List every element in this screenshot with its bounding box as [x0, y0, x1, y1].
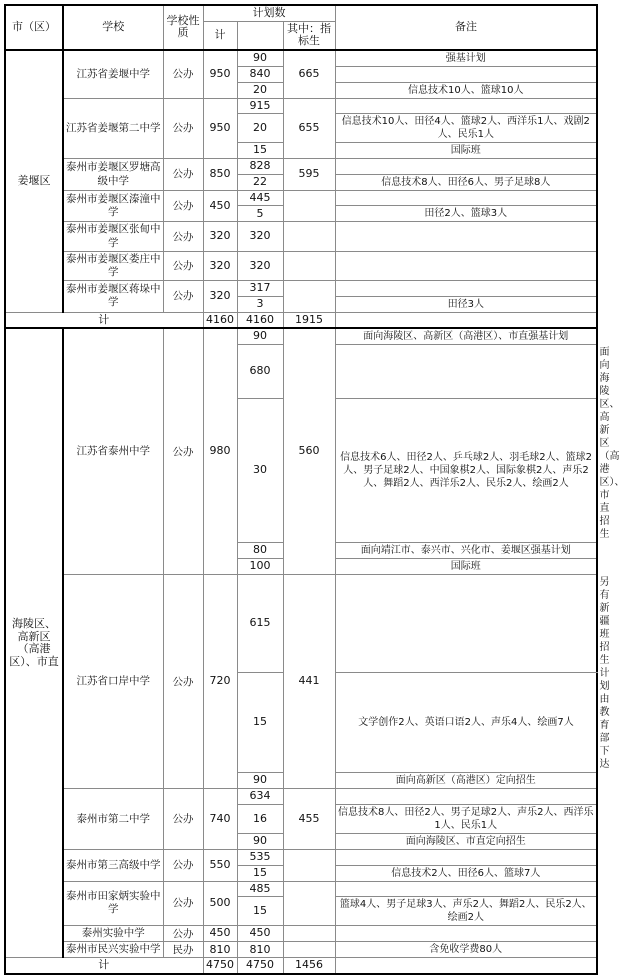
remark-text: [335, 251, 597, 280]
plan-sub-count: 80: [237, 543, 283, 559]
plan-sub-count: 450: [237, 926, 283, 942]
table-row: 680 面向海陵区、高新区（高港区）、市直招生: [5, 345, 597, 399]
plan-sub-count: 485: [237, 881, 283, 897]
quota-student-count: [283, 849, 335, 881]
school-nature: 民办: [163, 942, 203, 958]
region-label-0: 姜堰区: [5, 50, 63, 312]
remark-text: [335, 926, 597, 942]
plan-total: 720: [203, 575, 237, 789]
column-header-remark: 备注: [335, 5, 597, 50]
table-row: [5, 328, 597, 345]
remark-text: [335, 789, 597, 805]
plan-sub-count: 320: [237, 222, 283, 251]
plan-total: 500: [203, 881, 237, 926]
column-header-plan-sub: [237, 21, 283, 50]
plan-total: 950: [203, 98, 237, 159]
plan-total: 320: [203, 222, 237, 251]
plan-sub-count: 15: [237, 897, 283, 926]
subtotal-quota: 1915: [283, 312, 335, 328]
remark-text: 面向高新区（高港区）定向招生: [335, 773, 597, 789]
plan-sub-count: 15: [237, 673, 283, 773]
school-nature: 公办: [163, 881, 203, 926]
school-nature: 公办: [163, 575, 203, 789]
remark-text: [335, 222, 597, 251]
remark-text: 国际班: [335, 559, 597, 575]
remark-text: 信息技术8人、田径6人、男子足球8人: [335, 174, 597, 190]
remark-text: 信息技术10人、田径4人、篮球2人、西洋乐1人、戏剧2人、民乐1人: [335, 114, 597, 143]
school-name: 泰州市第二中学: [63, 789, 163, 850]
school-name: 泰州实验中学: [63, 926, 163, 942]
remark-text: [335, 881, 597, 897]
plan-sub-count: 15: [237, 865, 283, 881]
school-name: 泰州市姜堰区罗塘高级中学: [63, 159, 163, 191]
quota-student-count: [283, 881, 335, 926]
remark-text: [335, 190, 597, 206]
plan-sub-count: 16: [237, 804, 283, 833]
quota-student-count: [283, 222, 335, 251]
school-name: 泰州市第三高级中学: [63, 849, 163, 881]
plan-sub-count: 680: [237, 345, 283, 399]
quota-student-count: [283, 926, 335, 942]
table-row: [5, 98, 597, 114]
plan-total: 850: [203, 159, 237, 191]
school-name: 江苏省泰州中学: [63, 328, 163, 575]
plan-total: 550: [203, 849, 237, 881]
plan-sub-count: 3: [237, 296, 283, 312]
school-nature: 公办: [163, 789, 203, 850]
column-header-school: 学校: [63, 5, 163, 50]
remark-text: 面向海陵区、市直定向招生: [335, 833, 597, 849]
remark-text: 文学创作2人、英语口语2人、声乐4人、绘画7人: [335, 673, 597, 773]
plan-total: 980: [203, 328, 237, 575]
remark-text: 国际班: [335, 143, 597, 159]
table-row: [5, 190, 597, 206]
plan-total: 320: [203, 251, 237, 280]
plan-total: 740: [203, 789, 237, 850]
subtotal-label: 计: [5, 312, 203, 328]
table-row: [5, 849, 597, 865]
plan-sub-count: 90: [237, 50, 283, 67]
plan-sub-count: 840: [237, 66, 283, 82]
plan-sub-count: 100: [237, 559, 283, 575]
plan-sub-count: 828: [237, 159, 283, 175]
subtotal-remark: [335, 958, 597, 974]
plan-total: 810: [203, 942, 237, 958]
subtotal-sub: 4160: [237, 312, 283, 328]
school-name: 泰州市民兴实验中学: [63, 942, 163, 958]
enrollment-plan-table: [4, 4, 625, 975]
plan-total: 320: [203, 280, 237, 312]
subtotal-sub: 4750: [237, 958, 283, 974]
remark-text: [335, 280, 597, 296]
column-header-quota-student: 其中：指标生: [283, 21, 335, 50]
table-row: 江苏省口岸中学 公办 720 615 441 另有新疆班招生计划由教育部下达: [5, 575, 597, 673]
plan-sub-count: 445: [237, 190, 283, 206]
subtotal-row: [5, 958, 597, 974]
remark-text: [335, 159, 597, 175]
school-name: 泰州市姜堰区蒋垛中学: [63, 280, 163, 312]
table-row: [5, 926, 597, 942]
school-nature: 公办: [163, 251, 203, 280]
remark-text: 信息技术10人、篮球10人: [335, 82, 597, 98]
remark-text: [335, 575, 597, 673]
remark-text: [335, 849, 597, 865]
plan-sub-count: 535: [237, 849, 283, 865]
plan-total: 450: [203, 926, 237, 942]
column-header-school-nature: 学校性质: [163, 5, 203, 50]
table-row: [5, 942, 597, 958]
subtotal-total: 4750: [203, 958, 237, 974]
remark-text: [335, 345, 597, 399]
plan-sub-count: 320: [237, 251, 283, 280]
table-row: [5, 50, 597, 67]
plan-sub-count: 810: [237, 942, 283, 958]
quota-student-count: 655: [283, 98, 335, 159]
remark-text: 面向海陵区、高新区（高港区）、市直强基计划: [335, 328, 597, 345]
plan-sub-count: 634: [237, 789, 283, 805]
school-nature: 公办: [163, 328, 203, 575]
plan-sub-count: 90: [237, 773, 283, 789]
quota-student-count: 455: [283, 789, 335, 850]
quota-student-count: 441: [283, 575, 335, 789]
plan-sub-count: 615: [237, 575, 283, 673]
school-name: 泰州市姜堰区溱潼中学: [63, 190, 163, 222]
school-name: 泰州市姜堰区娄庄中学: [63, 251, 163, 280]
quota-student-count: 595: [283, 159, 335, 191]
remark-text: 信息技术8人、田径2人、男子足球2人、声乐2人、西洋乐1人、民乐1人: [335, 804, 597, 833]
table-row: [5, 280, 597, 296]
school-name: 江苏省姜堰中学: [63, 50, 163, 98]
school-name: 泰州市姜堰区张甸中学: [63, 222, 163, 251]
remark-text: 篮球4人、男子足球3人、声乐2人、舞蹈2人、民乐2人、绘画2人: [335, 897, 597, 926]
subtotal-total: 4160: [203, 312, 237, 328]
quota-student-count: [283, 190, 335, 222]
table-row: [5, 159, 597, 175]
plan-sub-count: 90: [237, 833, 283, 849]
subtotal-quota: 1456: [283, 958, 335, 974]
table-row: [5, 222, 597, 251]
table-row: [5, 881, 597, 897]
remark-text: [335, 66, 597, 82]
school-nature: 公办: [163, 190, 203, 222]
table-row: [5, 251, 597, 280]
quota-student-count: 560: [283, 328, 335, 575]
quota-student-count: [283, 251, 335, 280]
remark-text: 信息技术6人、田径2人、乒乓球2人、羽毛球2人、篮球2人、男子足球2人、中国象棋2人、国际象棋2人、声乐2人、舞蹈2人、西洋乐2人、民乐2人、绘画2人: [335, 398, 597, 542]
plan-sub-count: 90: [237, 328, 283, 345]
plan-sub-count: 20: [237, 82, 283, 98]
remark-text: 信息技术2人、田径6人、篮球7人: [335, 865, 597, 881]
school-nature: 公办: [163, 98, 203, 159]
plan-sub-count: 317: [237, 280, 283, 296]
quota-student-count: [283, 942, 335, 958]
remark-text: 田径3人: [335, 296, 597, 312]
school-nature: 公办: [163, 159, 203, 191]
remark-text: 面向靖江市、泰兴市、兴化市、姜堰区强基计划: [335, 543, 597, 559]
plan-sub-count: 5: [237, 206, 283, 222]
table-row: [5, 789, 597, 805]
quota-student-count: 665: [283, 50, 335, 98]
plan-sub-count: 15: [237, 143, 283, 159]
school-name: 泰州市田家炳实验中学: [63, 881, 163, 926]
remark-text: 田径2人、篮球3人: [335, 206, 597, 222]
school-nature: 公办: [163, 926, 203, 942]
subtotal-label: 计: [5, 958, 203, 974]
remark-text: 强基计划: [335, 50, 597, 67]
region-label-1: 海陵区、高新区（高港区）、市直: [5, 328, 63, 958]
column-header-plan-count: 计划数: [203, 5, 335, 21]
plan-sub-count: 915: [237, 98, 283, 114]
quota-student-count: [283, 280, 335, 312]
school-name: 江苏省姜堰第二中学: [63, 98, 163, 159]
subtotal-remark: [335, 312, 597, 328]
school-nature: 公办: [163, 222, 203, 251]
plan-total: 950: [203, 50, 237, 98]
plan-sub-count: 22: [237, 174, 283, 190]
school-nature: 公办: [163, 280, 203, 312]
plan-sub-count: 30: [237, 398, 283, 542]
column-header-region: 市（区）: [5, 5, 63, 50]
remark-text: [335, 98, 597, 114]
plan-sub-count: 20: [237, 114, 283, 143]
school-name: 江苏省口岸中学: [63, 575, 163, 789]
school-nature: 公办: [163, 849, 203, 881]
table-header-row: [5, 5, 597, 21]
column-header-plan-total: 计: [203, 21, 237, 50]
remark-text: 含免收学费80人: [335, 942, 597, 958]
plan-total: 450: [203, 190, 237, 222]
school-nature: 公办: [163, 50, 203, 98]
subtotal-row: [5, 312, 597, 328]
